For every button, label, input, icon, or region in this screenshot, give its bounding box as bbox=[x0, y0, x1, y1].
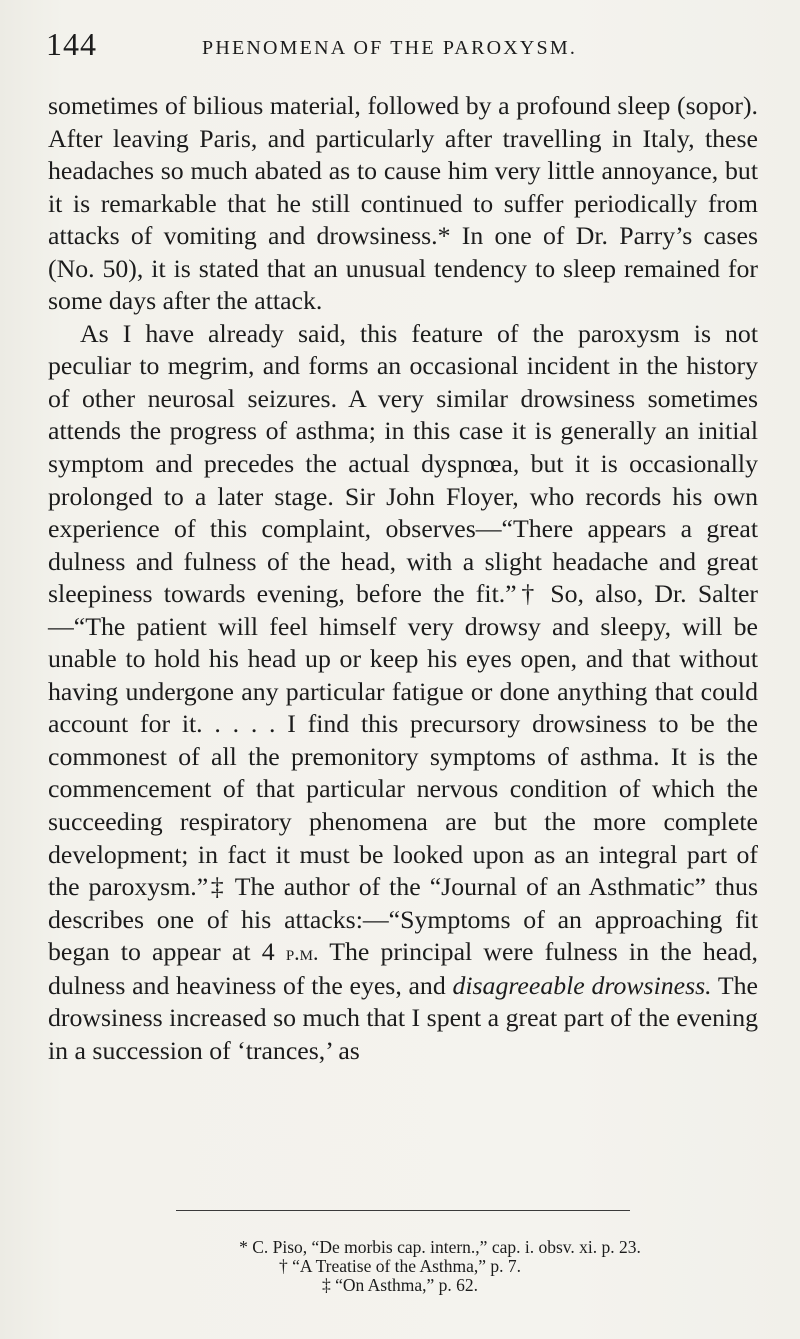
footnote-3: ‡ “On Asthma,” p. 62. bbox=[321, 1275, 479, 1295]
paragraph-2-part-2: The principal were fulness in the head, dulness and heaviness of the eyes, and bbox=[48, 937, 758, 1000]
footnotes bbox=[100, 1238, 740, 1295]
footnote-2: † “A Treatise of the Asthma,” p. 7. bbox=[278, 1256, 522, 1276]
paragraph-2-part-3: The drowsiness increased so much that I spent a great part of the evening in a succession of ‘trances,’ as bbox=[48, 970, 758, 1065]
paragraph-2-part-1: As I have already said, this feature of the paroxysm is not peculiar to megrim, and forms an occasional incident in the history of other neurosal seizures. A very similar drowsiness sometimes attends the progress of asthma; in this case it is generally an initial symptom and precedes the actual dyspnœa, but it is occasionally prolonged to a later stage. Sir John Floyer, who records his own experience of this complaint, observes—“There appears a great dulness and fulness of the head, with a slight headache and great sleepiness towards evening, before the fit.”† So, also, Dr. Salter—“The patient will feel himself very drowsy and sleepy, will be unable to hold his head up or keep his eyes open, and that without having undergone any particular fatigue or done anything that could account for it. . . . . I find this precursory drowsiness to be the commonest of all the premonitory symptoms of asthma. It is the commencement of that particular nervous condition of which the succeeding respiratory phenomena are but the more complete development; in fact it must be looked upon as an integral part of the paroxysm.”‡ The author of the “Journal of an Asthmatic” thus describes one of his attacks:—“Symptoms of an approaching fit began to appear at 4 bbox=[48, 318, 758, 967]
time-suffix: p.m. bbox=[285, 940, 319, 966]
paragraph-1: sometimes of bilious material, followed by a profound sleep (sopor). After leaving Paris, and particularly after travelling in Italy, these headaches so much abated as to cause him very little annoyance, but it is remarkable that he still continued to suffer periodically from attacks of vomiting and drowsiness.* In one of Dr. Parry’s cases (No. 50), it is stated that an unusual tendency to sleep remained for some days after the attack. bbox=[48, 91, 758, 316]
footnote-rule bbox=[176, 1210, 630, 1211]
running-title: PHENOMENA OF THE PAROXYSM. bbox=[202, 37, 578, 59]
page-number: 144 bbox=[46, 26, 97, 62]
body-text bbox=[48, 90, 758, 1067]
footnote-1: * C. Piso, “De morbis cap. intern.,” cap. i. obsv. xi. p. 23. bbox=[239, 1237, 641, 1257]
paragraph-2 bbox=[48, 318, 758, 1068]
emphasized-phrase: disagreeable drowsiness. bbox=[452, 970, 712, 1000]
page-header bbox=[46, 24, 758, 70]
